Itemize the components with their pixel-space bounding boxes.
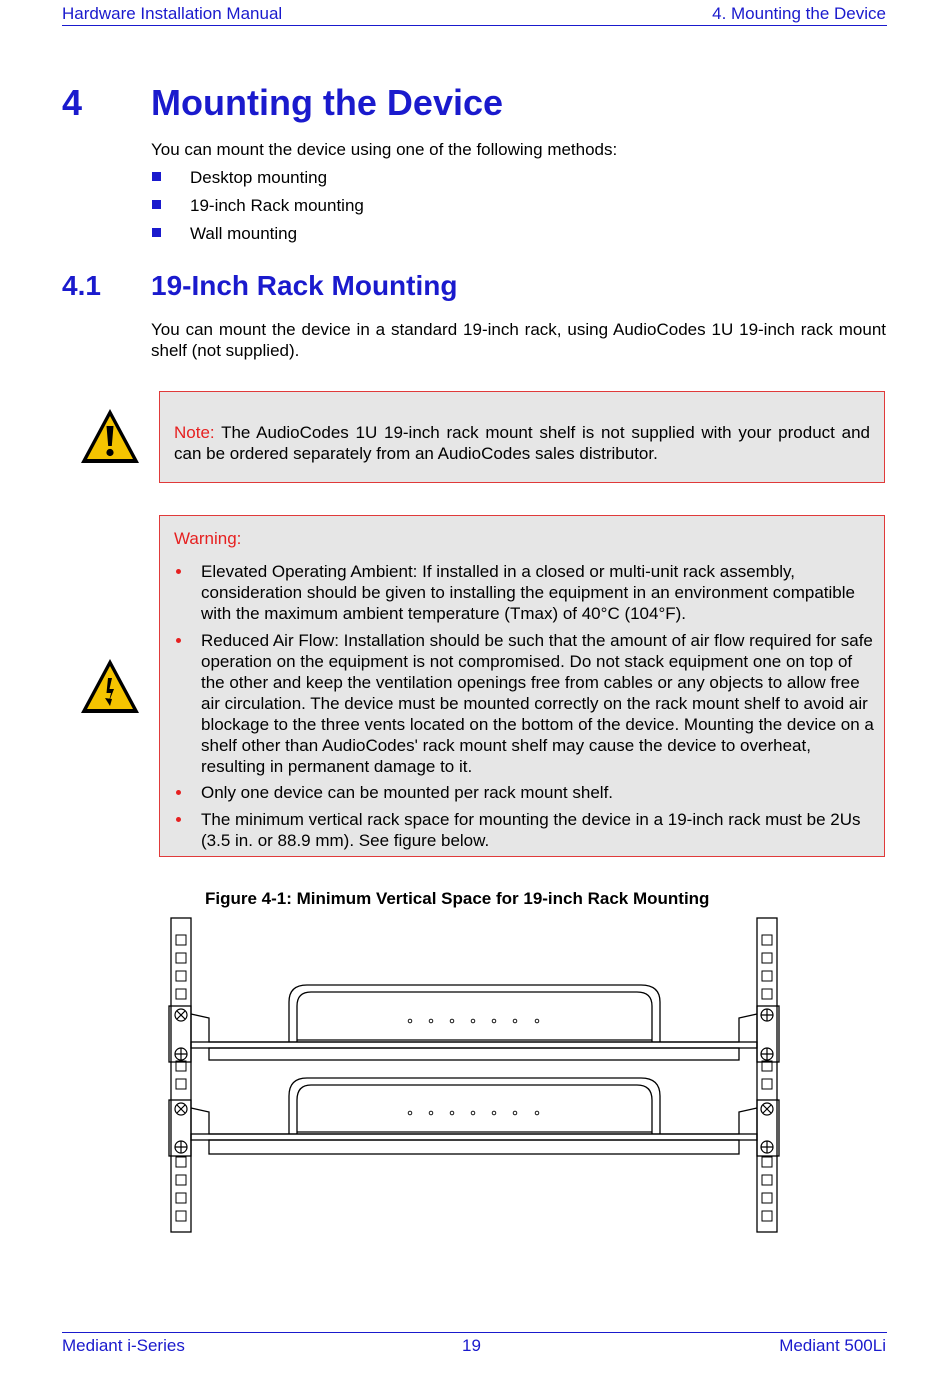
note-box [159,391,885,483]
bullet-square [152,172,161,181]
section-title: 19-Inch Rack Mounting [151,270,458,301]
figure-caption: Figure 4-1: Minimum Vertical Space for 19-inch Rack Mounting [205,889,710,908]
header-manual-title: Hardware Installation Manual [62,4,283,23]
warning-label: Warning: [174,529,242,548]
warning-item: The minimum vertical rack space for mounting the device in a 19-inch rack must be 2Us (3.5 in. or 88.9 mm). See figure below. [201,810,861,850]
warning-item: Reduced Air Flow: Installation should be such that the amount of air flow required for safe operation on the equipment is not compromised. Do not stack equipment one on top of the other and keep the ventilation openings free from cables or any objects to allow free air circulation. The device must be mounted correctly on the rack mount shelf to avoid air blockage to the three vents located on the bottom of the device. Mounting the device on a shelf other than AudioCodes' rack mount shelf may cause the device to overheat, resulting in permanent damage to it. [201,631,874,776]
method-item: Desktop mounting [190,168,328,187]
footer-series: Mediant i-Series [62,1336,185,1355]
warning-item: Only one device can be mounted per rack mount shelf. [201,783,614,802]
bullet-dot [176,790,181,795]
rack-mounting-figure [165,914,785,1236]
chapter-number: 4 [62,82,83,123]
chapter-title: Mounting the Device [151,82,504,123]
section-paragraph: You can mount the device in a standard 19-inch rack, using AudioCodes 1U 19-inch rack mount shelf (not supplied). [151,320,886,360]
note-text [174,422,870,464]
note-label: Note: [174,423,215,442]
header-chapter-title: 4. Mounting the Device [712,4,886,23]
warning-box [159,515,885,857]
method-item: 19-inch Rack mounting [190,196,364,215]
method-item: Wall mounting [190,224,298,243]
footer-product: Mediant 500Li [779,1336,886,1355]
bullet-square [152,228,161,237]
bullet-square [152,200,161,209]
section-number: 4.1 [62,270,101,301]
note-body: The AudioCodes 1U 19-inch rack mount shelf is not supplied with your product and can be ordered separately from an AudioCodes sales distributor. [174,423,870,463]
footer-page-number: 19 [462,1336,481,1355]
footer-rule [62,1332,887,1333]
bullet-dot [176,817,181,822]
header-rule [62,25,887,26]
bullet-dot [176,569,181,574]
warning-item: Elevated Operating Ambient: If installed in a closed or multi-unit rack assembly, consideration should be given to installing the equipment in an environment compatible with the maximum ambient temperature (Tmax) of 40°C (104°F). [201,562,855,623]
intro-text: You can mount the device using one of the following methods: [151,140,618,159]
warning-triangle-icon [78,406,142,466]
electric-hazard-icon [78,656,142,716]
bullet-dot [176,638,181,643]
